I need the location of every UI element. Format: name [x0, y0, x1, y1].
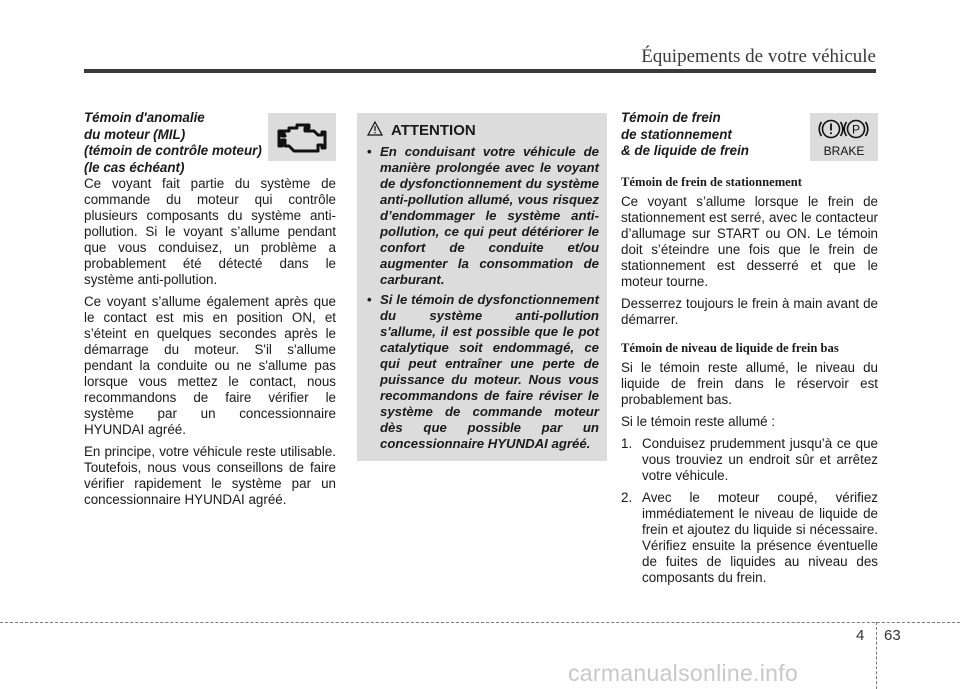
step-item	[621, 436, 878, 484]
attention-item: • Si le témoin de dysfonctionnement du système anti-pollution s'allume, il est possible que le pot catalytique soit endommagé, ce qui peut entraîner une perte de puissance du moteur. Nous vous recommandons de faire réviser le système de commande moteur dès que possible par un concessionnaire HYUNDAI agréé.	[367, 292, 599, 451]
footer-rule	[0, 622, 960, 623]
svg-text:P: P	[851, 122, 861, 137]
mil-paragraph: Ce voyant fait partie du système de commande du moteur qui contrôle plusieurs composants du système anti-pollution. Si le voyant s’allume pendant que vous conduisez, un problème a probablement été détecté dans le système anti-pollution.	[84, 176, 336, 287]
attention-body	[367, 144, 599, 456]
mil-paragraph: En principe, votre véhicule reste utilisable. Toutefois, nous vous conseillons de faire vérifier rapidement le système par un concessionnaire HYUNDAI agréé.	[84, 444, 336, 507]
parking-brake-paragraph: Ce voyant s’allume lorsque le frein de stationnement est serré, avec le contacteur d’allumage sur START ou ON. Le témoin doit s’éteindre une fois que le frein de stationnement est desserré et que le moteur tourne.	[621, 193, 878, 289]
brake-fluid-paragraph: Si le témoin reste allumé, le niveau du liquide de frein dans le réservoir est probablement bas.	[621, 359, 878, 407]
mil-title-line: du moteur (MIL)	[84, 126, 186, 142]
attention-item-text: Si le témoin de dysfonctionnement du système anti-pollution s'allume, il est possible que le pot catalytique soit endommagé, ce qui peut entraîner une perte de puissance du moteur. Nous vous recommandons de faire réviser le système de commande moteur dès que possible par un concessionnaire HYUNDAI agréé.	[380, 292, 599, 451]
footer-divider	[876, 622, 877, 689]
section-title: Équipements de votre véhicule	[641, 46, 876, 67]
attention-label: ATTENTION	[391, 122, 476, 139]
brake-title-line: Témoin de frein	[621, 110, 721, 125]
mil-title-line: Témoin d'anomalie	[84, 110, 205, 125]
step-text: Avec le moteur coupé, vérifiez immédiatement le niveau de liquide de frein et ajoutez du liquide si nécessaire. Vérifiez ensuite la présence éventuelle de fuites de liquides au niveau des composants du frein.	[642, 489, 878, 585]
mil-title	[84, 110, 336, 176]
warning-triangle-icon	[367, 121, 383, 140]
mil-section	[84, 110, 336, 514]
mil-title-line: (témoin de contrôle moteur)	[84, 143, 262, 158]
step-item	[621, 490, 878, 586]
brake-section	[621, 110, 878, 592]
step-number: 2.	[621, 489, 633, 505]
brake-title-line: & de liquide de frein	[621, 143, 749, 158]
attention-item-text: En conduisant votre véhicule de manière prolongée avec le voyant de dysfonctionnement du système anti-pollution allumé, vous risquez d’endommager le système anti-pollution, ce qui peut détériorer le confort de conduite et/ou augmenter la consommation de carburant.	[380, 144, 599, 287]
watermark: carmanualsonline.info	[568, 660, 799, 686]
brake-fluid-steps	[621, 436, 878, 586]
chapter-number: 4	[856, 627, 865, 644]
brake-icon-label: BRAKE	[823, 144, 865, 158]
attention-box	[357, 113, 607, 461]
brake-title-line: de stationnement	[621, 126, 732, 142]
parking-brake-paragraph: Desserrez toujours le frein à main avant de démarrer.	[621, 295, 878, 327]
header-rule	[84, 69, 876, 73]
page-number: 63	[884, 627, 901, 644]
mil-paragraph: Ce voyant s’allume également après que le contact est mis en position ON, et s’éteint en quelques secondes après le démarrage du moteur. S'il s'allume pendant la conduite ou ne s'allume pas lorsque vous mettez le contact, nous recommandons de faire vérifier le système par un concessionnaire HYUNDAI agréé.	[84, 294, 336, 437]
brake-fluid-heading: Témoin de niveau de liquide de frein bas	[621, 340, 839, 355]
step-number: 1.	[621, 435, 633, 451]
step-text: Conduisez prudemment jusqu’à ce que vous trouviez un endroit sûr et arrêtez votre véhicule.	[642, 435, 878, 483]
mil-title-line: (le cas échéant)	[84, 159, 185, 175]
attention-heading	[367, 121, 476, 140]
brake-title	[621, 110, 878, 160]
attention-item: • En conduisant votre véhicule de manière prolongée avec le voyant de dysfonctionnement du système anti-pollution allumé, vous risquez d’endommager le système anti-pollution, ce qui peut détériorer le confort de conduite et/ou augmenter la consommation de carburant.	[367, 144, 599, 287]
brake-fluid-paragraph: Si le témoin reste allumé :	[621, 413, 776, 429]
parking-brake-heading: Témoin de frein de stationnement	[621, 174, 802, 189]
